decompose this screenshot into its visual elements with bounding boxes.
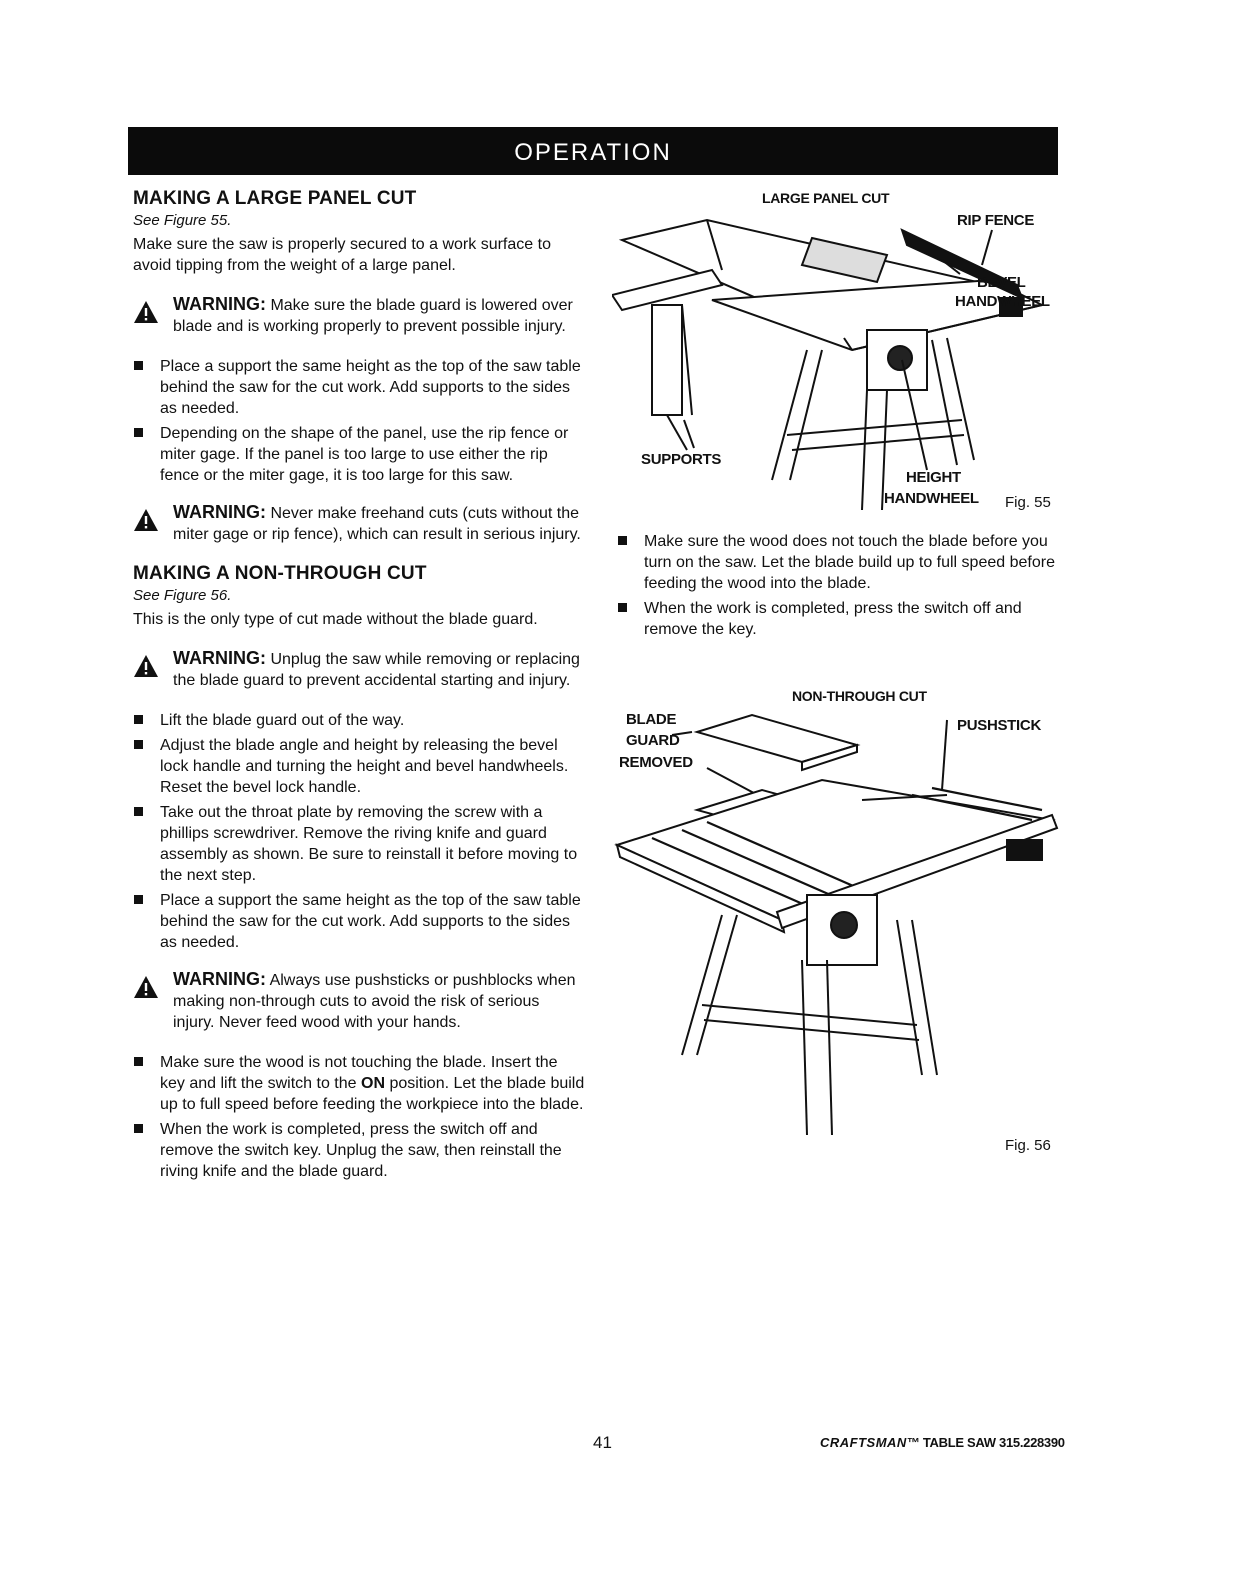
- fig55-bevel-handwheel-label: HANDWHEEL: [955, 293, 1050, 310]
- warning-text: Make sure the blade guard is lowered over blade and is working properly to prevent possible injury.: [173, 297, 573, 335]
- warning-icon: [133, 508, 159, 532]
- non-through-see-figure: See Figure 56.: [133, 587, 232, 604]
- large-panel-intro: Make sure the saw is properly secured to a work surface to avoid tipping from the weight of a large panel.: [133, 236, 551, 274]
- warning-label: WARNING:: [173, 502, 266, 522]
- list-item: When the work is completed, press the switch off and remove the switch key. Unplug the saw, then reinstall the riving knife and the blade guard.: [133, 1119, 585, 1182]
- fig56-number: Fig. 56: [1005, 1137, 1051, 1154]
- warning-pushsticks: [133, 969, 585, 1033]
- fig56-blade-label: BLADE: [626, 711, 677, 728]
- warning-label: WARNING:: [173, 648, 266, 668]
- large-panel-title: MAKING A LARGE PANEL CUT: [133, 188, 417, 209]
- warning-icon: [133, 300, 159, 324]
- section-header: OPERATION: [128, 127, 1058, 175]
- warning-unplug: [133, 648, 585, 691]
- warning-text: Unplug the saw while removing or replacing the blade guard to prevent accidental starting and injury.: [173, 651, 580, 689]
- warning-text: Always use pushsticks or pushblocks when making non-through cuts to avoid the risk of serious injury. Never feed wood with your hands.: [173, 972, 576, 1031]
- non-through-bullets: [133, 710, 585, 953]
- footer-model: TABLE SAW 315.228390: [922, 1435, 1065, 1450]
- list-item: Adjust the blade angle and height by releasing the bevel lock handle and turning the height and bevel handwheels. Reset the bevel lock handle.: [133, 735, 585, 798]
- large-panel-see-figure: See Figure 55.: [133, 212, 232, 229]
- fig56-removed-label: REMOVED: [619, 754, 693, 771]
- footer-brand: CRAFTSMAN™ TABLE SAW 315.228390: [820, 1435, 1065, 1450]
- warning-label: WARNING:: [173, 294, 266, 314]
- list-item: Depending on the shape of the panel, use the rip fence or miter gage. If the panel is too large to use either the rip fence or the miter gage, it is too large for this saw.: [133, 423, 585, 486]
- list-item: Make sure the wood does not touch the blade before you turn on the saw. Let the blade build up to full speed before feeding the wood into the blade.: [617, 531, 1057, 594]
- fig55-title: LARGE PANEL CUT: [762, 190, 890, 206]
- list-item: Place a support the same height as the top of the saw table behind the saw for the cut work. Add supports to the sides as needed.: [133, 356, 585, 419]
- warning-label: WARNING:: [173, 969, 266, 989]
- fig56-pushstick-label: PUSHSTICK: [957, 717, 1041, 734]
- warning-blade-guard: [133, 294, 585, 337]
- non-through-title: MAKING A NON-THROUGH CUT: [133, 563, 427, 584]
- fig55-height-label: HEIGHT: [906, 469, 961, 486]
- list-item: Take out the throat plate by removing the screw with a phillips screwdriver. Remove the riving knife and guard assembly as shown. Be sure to reinstall it before moving to the next step.: [133, 802, 585, 886]
- warning-freehand: [133, 502, 585, 545]
- page-number: 41: [593, 1433, 612, 1452]
- fig56-guard-label: GUARD: [626, 732, 680, 749]
- fig55-number: Fig. 55: [1005, 494, 1051, 511]
- fig55-height-handwheel-label: HANDWHEEL: [884, 490, 979, 507]
- left-column: [133, 188, 585, 1186]
- fig56-title: NON-THROUGH CUT: [792, 688, 927, 704]
- list-item: Lift the blade guard out of the way.: [133, 710, 585, 731]
- right-bullets: [617, 531, 1057, 640]
- warning-icon: [133, 654, 159, 678]
- list-item: Place a support the same height as the top of the saw table behind the saw for the cut work. Add supports to the sides as needed.: [133, 890, 585, 953]
- fig55-rip-fence-label: RIP FENCE: [957, 212, 1035, 229]
- list-item: When the work is completed, press the switch off and remove the key.: [617, 598, 1057, 640]
- non-through-intro: This is the only type of cut made without the blade guard.: [133, 611, 538, 628]
- warning-text: Never make freehand cuts (cuts without the miter gage or rip fence), which can result in serious injury.: [173, 505, 581, 543]
- final-bullets: [133, 1052, 585, 1182]
- fig55-bevel-label: BEVEL: [977, 274, 1026, 291]
- large-panel-bullets: [133, 356, 585, 486]
- warning-icon: [133, 975, 159, 999]
- list-item: Make sure the wood is not touching the blade. Insert the key and lift the switch to the ON position. Let the blade build up to full speed before feeding the workpiece into the blade.: [133, 1052, 585, 1115]
- fig55-supports-label: SUPPORTS: [641, 451, 722, 468]
- right-column-text: [617, 531, 1057, 644]
- craftsman-logo: CRAFTSMAN: [820, 1435, 907, 1450]
